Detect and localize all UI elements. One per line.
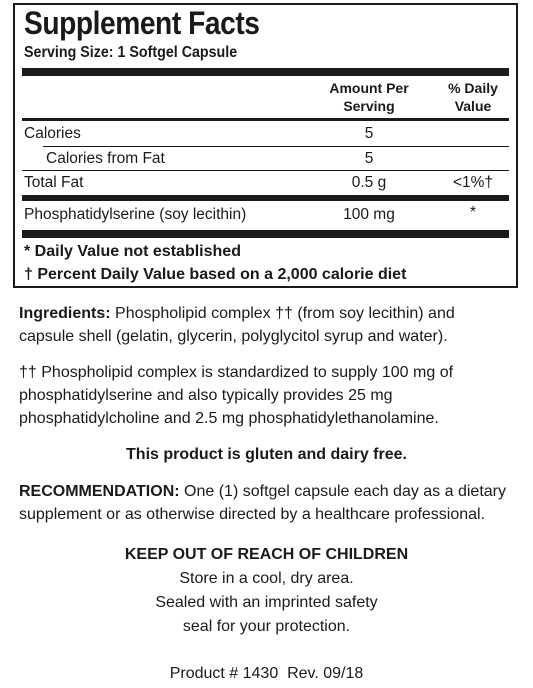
- row-calories-amount: 5: [364, 125, 374, 142]
- thick-divider-middle: [22, 195, 509, 201]
- supplement-facts-panel: [13, 3, 518, 288]
- complex-note-line3: phosphatidylcholine and 2.5 mg phosphatidylethanolamine.: [19, 410, 439, 427]
- seal-notice-line2: seal for your protection.: [182, 618, 351, 635]
- daily-value-header: [433, 79, 513, 115]
- dv-header-line1: % Daily: [448, 80, 498, 96]
- complex-note-line2: phosphatidylserine and also typically provides 25 mg: [19, 387, 393, 404]
- keep-out-of-reach-heading: KEEP OUT OF REACH OF CHILDREN: [124, 546, 409, 563]
- footnote-daily-value: * Daily Value not established: [24, 243, 241, 260]
- recommendation-text-1: One (1) softgel capsule each day as a dietary: [184, 483, 506, 500]
- ingredients-line2: capsule shell (gelatin, glycerin, polyglycitol syrup and water).: [19, 328, 448, 345]
- row-divider: [43, 146, 509, 147]
- row-total-fat-amount: 0.5 g: [351, 174, 387, 191]
- complex-note-line1: †† Phospholipid complex is standardized to supply 100 mg of: [19, 364, 454, 381]
- ingredients-line1: [19, 303, 455, 324]
- recommendation-line2: supplement or as otherwise directed by a healthcare professional.: [19, 506, 486, 523]
- product-number-revision: Product # 1430 Rev. 09/18: [169, 665, 364, 682]
- seal-notice-line1: Sealed with an imprinted safety: [155, 594, 378, 611]
- storage-instruction: Store in a cool, dry area.: [179, 570, 354, 587]
- row-phosphatidylserine-name: Phosphatidylserine (soy lecithin): [24, 206, 247, 223]
- serving-size: Serving Size: 1 Softgel Capsule: [24, 44, 238, 61]
- amount-header-line2: Serving: [343, 98, 395, 114]
- header-divider: [22, 118, 509, 121]
- gluten-dairy-free-statement: This product is gluten and dairy free.: [126, 446, 407, 463]
- thick-divider-top: [22, 68, 509, 76]
- row-calories-from-fat-name: Calories from Fat: [46, 150, 165, 167]
- ingredients-text-1: Phospholipid complex †† (from soy lecithin) and: [115, 305, 455, 322]
- row-phosphatidylserine-dv: *: [469, 204, 477, 221]
- panel-title: Supplement Facts: [24, 5, 260, 41]
- row-phosphatidylserine-amount: 100 mg: [343, 206, 395, 223]
- amount-per-serving-header: [323, 79, 415, 115]
- row-total-fat-dv: <1%†: [452, 174, 494, 191]
- row-total-fat-name: Total Fat: [24, 174, 84, 191]
- recommendation-line1: [19, 481, 506, 502]
- row-calories-name: Calories: [24, 125, 81, 142]
- dv-header-line2: Value: [454, 98, 492, 114]
- footnote-percent-daily-value: † Percent Daily Value based on a 2,000 calorie diet: [24, 266, 407, 283]
- row-calories-from-fat-amount: 5: [364, 150, 374, 167]
- ingredients-label: Ingredients:: [19, 305, 111, 322]
- thick-divider-bottom: [22, 230, 509, 238]
- recommendation-label: RECOMMENDATION:: [19, 483, 180, 500]
- amount-header-line1: Amount Per: [329, 80, 409, 96]
- row-divider: [22, 170, 509, 171]
